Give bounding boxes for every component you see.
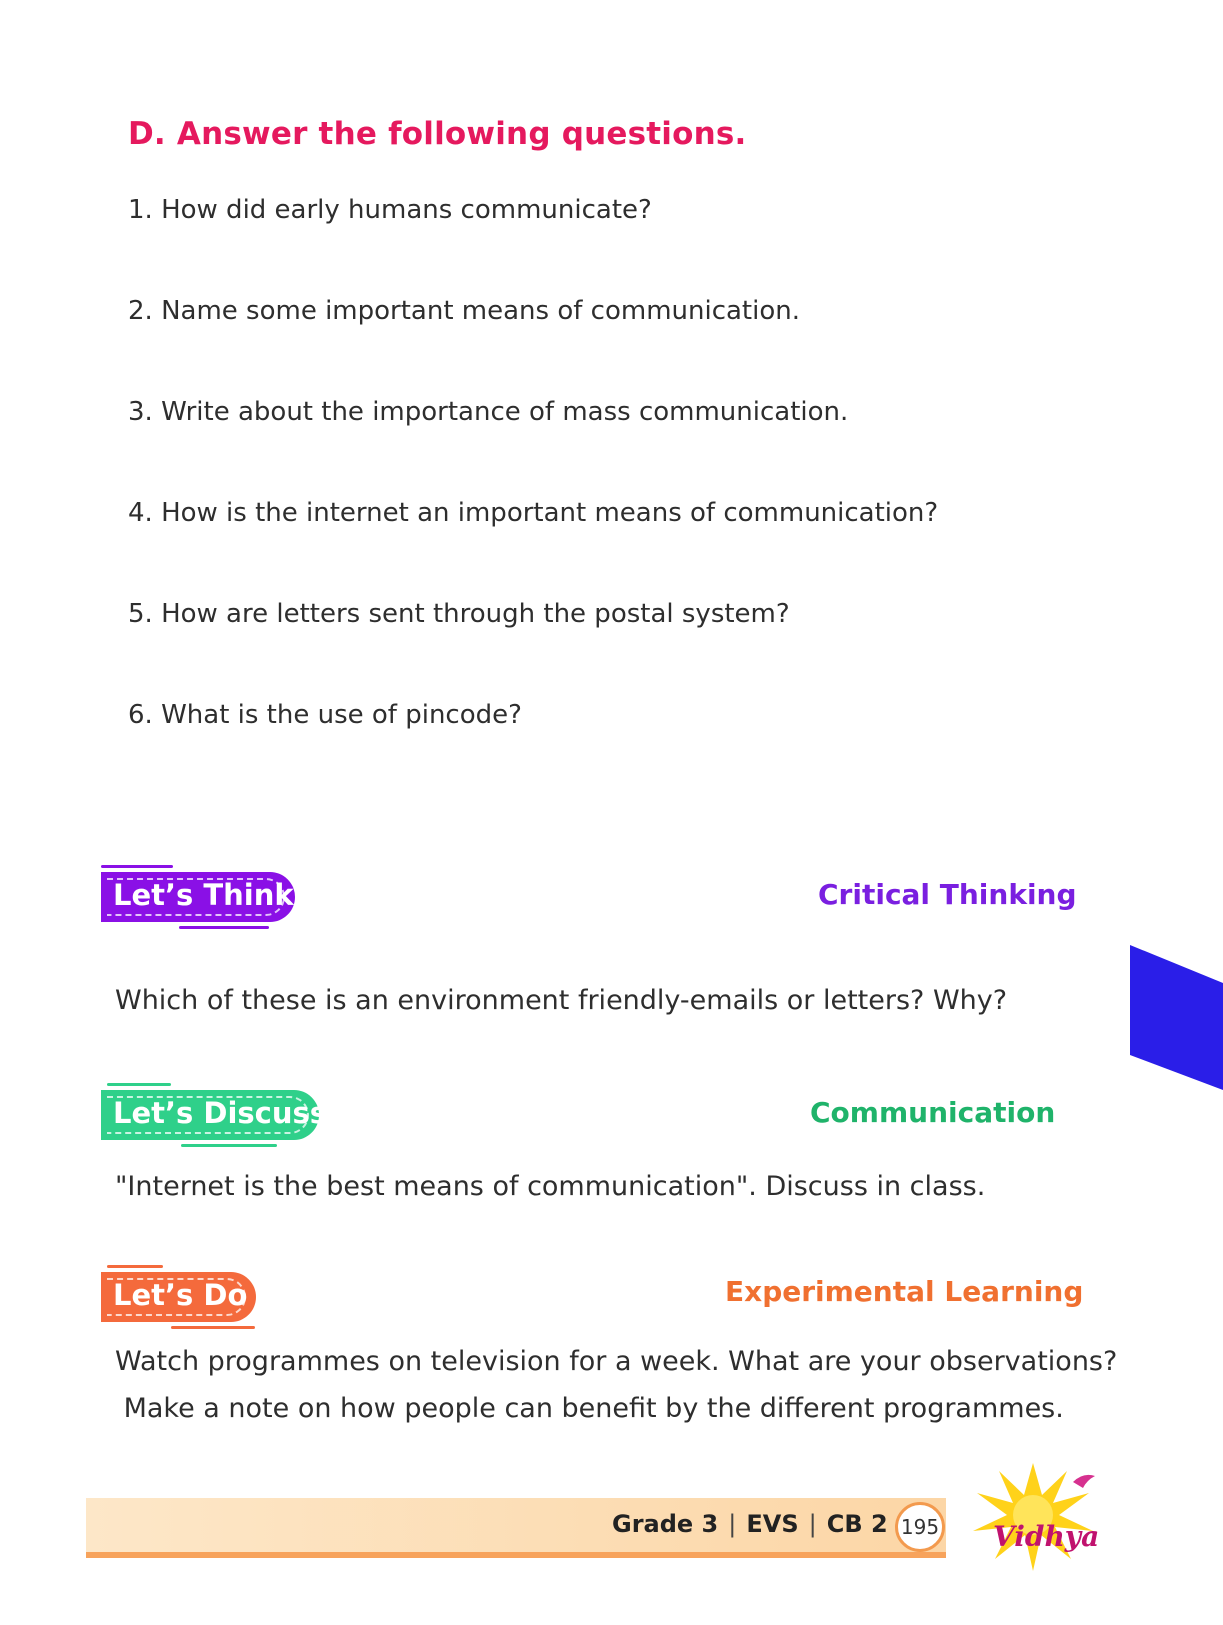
footer-subject: EVS xyxy=(746,1510,799,1538)
side-tab-marker xyxy=(1130,945,1223,1090)
lets-discuss-text: "Internet is the best means of communication". Discuss in class. xyxy=(115,1171,986,1202)
logo-text: Vidhya xyxy=(993,1520,1100,1553)
footer-book: CB 2 xyxy=(826,1510,888,1538)
lets-do-text-line-1: Watch programmes on television for a week. What are your observations? xyxy=(115,1346,1118,1377)
question-5: 5. How are letters sent through the postal system? xyxy=(128,599,790,629)
footer-separator: | xyxy=(728,1510,737,1538)
footer-grade: Grade 3 xyxy=(612,1510,719,1538)
question-4: 4. How is the internet an important means of communication? xyxy=(128,498,939,528)
lets-think-text: Which of these is an environment friendly-emails or letters? Why? xyxy=(115,985,1008,1016)
lets-discuss-badge xyxy=(101,1090,328,1140)
footer-info xyxy=(612,1510,888,1538)
section-heading: D. Answer the following questions. xyxy=(128,116,747,152)
page-number: 195 xyxy=(895,1502,945,1552)
lets-think-label: Let’s Think xyxy=(113,878,294,912)
critical-thinking-label: Critical Thinking xyxy=(818,878,1077,911)
question-2: 2. Name some important means of communication. xyxy=(128,296,801,326)
lets-do-badge xyxy=(101,1272,256,1322)
communication-label: Communication xyxy=(810,1096,1056,1129)
lets-discuss-label: Let’s Discuss xyxy=(113,1096,328,1130)
footer-separator: | xyxy=(808,1510,817,1538)
lets-do-text-line-2: Make a note on how people can benefit by the different programmes. xyxy=(115,1393,1064,1424)
vidhya-logo xyxy=(955,1460,1125,1580)
bird-icon xyxy=(1073,1475,1095,1488)
question-6: 6. What is the use of pincode? xyxy=(128,700,522,730)
lets-do-label: Let’s Do xyxy=(113,1278,248,1312)
question-3: 3. Write about the importance of mass communication. xyxy=(128,397,849,427)
lets-think-badge xyxy=(101,872,295,922)
question-1: 1. How did early humans communicate? xyxy=(128,195,652,225)
experimental-learning-label: Experimental Learning xyxy=(725,1275,1084,1308)
